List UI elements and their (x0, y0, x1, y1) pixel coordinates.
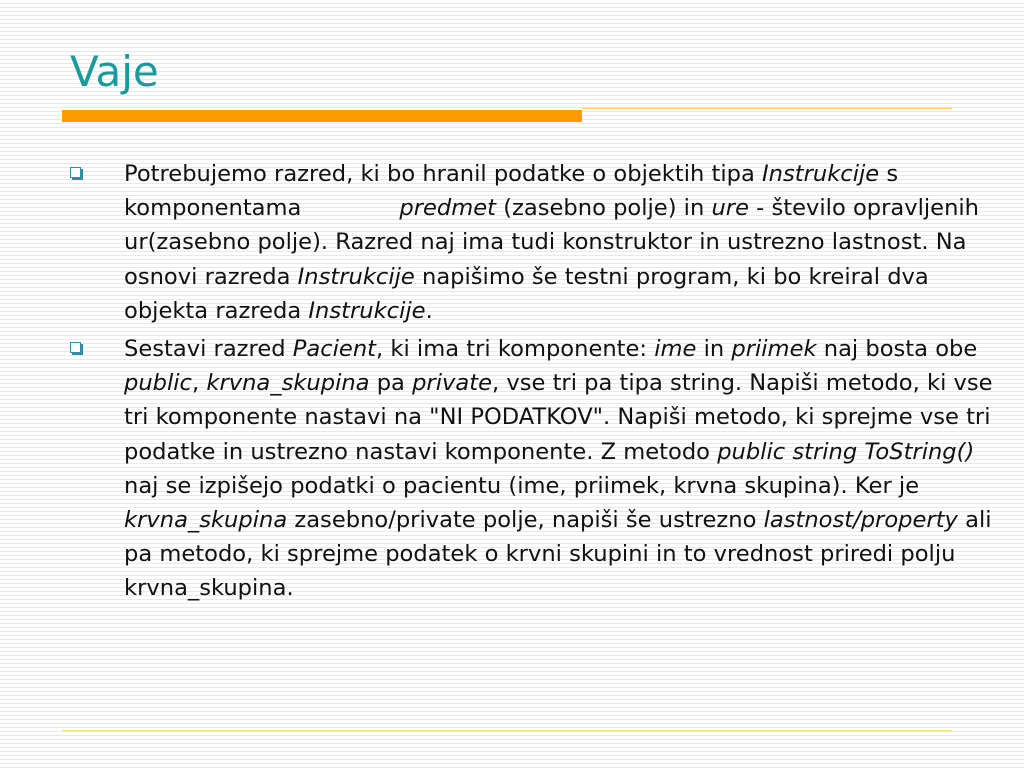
text-run: , (191, 370, 207, 397)
hollow-square-bullet-icon (70, 342, 81, 353)
text-run: zasebno/private polje, napiši še ustrezno (287, 507, 764, 534)
text-run: naj bosta obe (816, 336, 978, 363)
bullet-text (124, 336, 993, 601)
text-run: (zasebno polje) in (496, 195, 712, 222)
title-accent-bar (62, 110, 582, 122)
text-run: Sestavi razred (124, 336, 293, 363)
text-run: s komponentama (124, 161, 899, 222)
text-run: naj se izpišejo podatki o pacientu (ime, priimek, krvna skupina). Ker je (124, 472, 920, 499)
bullet-text (124, 161, 979, 324)
text-run: napišimo še testni program, ki bo kreiral dva objekta razreda (124, 263, 929, 324)
italic-term: Instrukcije (297, 263, 415, 290)
italic-term: private (412, 370, 492, 397)
italic-term: priimek (731, 336, 817, 363)
italic-term: krvna_skupina (206, 370, 370, 397)
italic-term: Instrukcije (308, 297, 426, 324)
italic-term: Instrukcije (762, 161, 880, 187)
text-run: Potrebujemo razred, ki bo hranil podatke o objektih tipa (124, 161, 762, 187)
italic-term: ime (654, 336, 697, 363)
slide-title: Vaje (70, 47, 159, 96)
hollow-square-bullet-icon (70, 167, 81, 178)
italic-term: public (124, 370, 192, 397)
italic-term: krvna_skupina (124, 507, 288, 534)
text-run: pa (369, 370, 413, 397)
title-accent-line (582, 108, 952, 109)
bullet-item-instrukcije (68, 157, 998, 328)
text-run: - število opravljenih ur(zasebno polje). Razred naj ima tudi konstruktor in ustrezno lastnost. Na osnovi razreda (124, 195, 980, 290)
italic-term: Pacient (292, 336, 377, 363)
bullet-list (68, 157, 998, 610)
text-run: in (696, 336, 732, 363)
italic-term: ure (711, 195, 749, 222)
footer-rule (62, 730, 952, 731)
italic-term: lastnost/property (763, 507, 958, 534)
italic-term: public string ToString() (717, 438, 975, 465)
text-run: . (425, 297, 433, 324)
text-run: ali pa metodo, ki sprejme podatek o krvni skupini in to vrednost priredi polju krvna_skupina. (124, 507, 992, 602)
bullet-item-pacient (68, 332, 998, 606)
text-run: , vse tri pa tipa string. Napiši metodo, ki vse tri komponente nastavi na "NI PODATKOV". Napiši metodo, ki sprejme vse tri podatke in ustrezno nastavi komponente. Z metodo (124, 370, 993, 465)
text-run: , ki ima tri komponente: (376, 336, 655, 363)
italic-term: predmet (399, 195, 497, 222)
